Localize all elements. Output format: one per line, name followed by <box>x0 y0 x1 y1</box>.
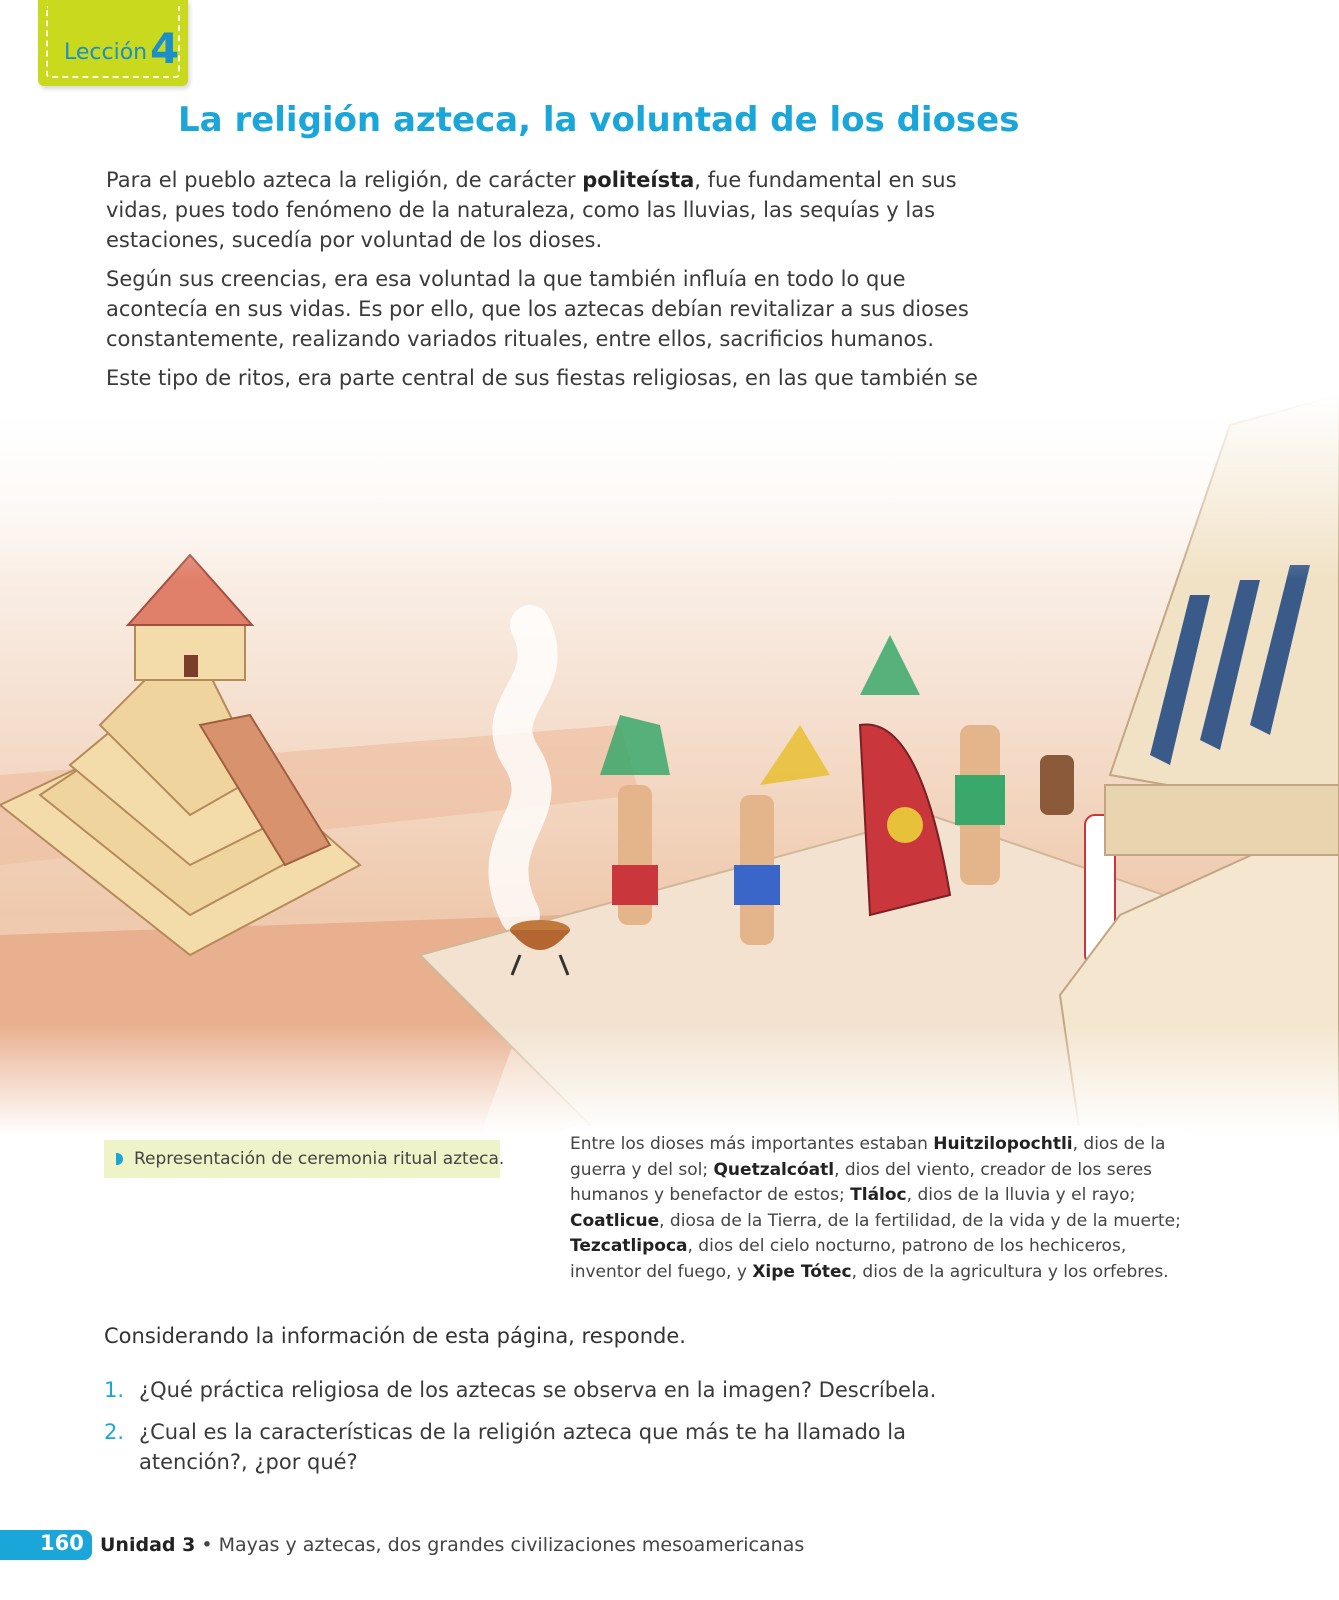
caption-marker-icon <box>116 1153 123 1165</box>
gods-info-box: Entre los dioses más importantes estaban Huitzilopochtli, dios de la guerra y del sol; Quetzalcóatl, dios del viento, creador de los seres humanos y benefactor de estos; Tláloc, dios de la lluvia y el rayo; Coatlicue, diosa de la Tierra, de la fertilidad, de la vida y de la muerte; Tezcatlipoca, dios del cielo nocturno, patrono de los hechiceros, inventor del fuego, y Xipe Tótec, dios de la agricultura y los orfebres. <box>556 1126 1196 1291</box>
god-quetzalcoatl: Quetzalcóatl <box>713 1159 835 1180</box>
lesson-tab <box>38 0 188 86</box>
question-text: ¿Qué práctica religiosa de los aztecas se observa en la imagen? Descríbela. <box>139 1378 937 1402</box>
god-xipe-totec: Xipe Tótec <box>752 1261 852 1282</box>
lesson-label: Lección <box>64 40 148 65</box>
question-number: 1. <box>104 1378 125 1402</box>
lesson-number: 4 <box>150 24 180 73</box>
page-number: 160 <box>40 1531 84 1555</box>
question-number: 2. <box>104 1420 125 1444</box>
footer-unit-title: Unidad 3 • Mayas y aztecas, dos grandes civilizaciones mesoamericanas <box>100 1534 805 1556</box>
god-tezcatlipoca: Tezcatlipoca <box>570 1236 688 1256</box>
question-text: ¿Cual es la características de la religión azteca que más te ha llamado la atención?, ¿por qué? <box>139 1420 907 1474</box>
god-huitzilopochtli: Huitzilopochtli <box>933 1134 1073 1154</box>
term-politeista: politeísta <box>582 168 695 192</box>
image-caption <box>104 1140 505 1178</box>
page-title: La religión azteca, la voluntad de los dioses <box>178 100 1020 140</box>
god-coatlicue: Coatlicue <box>570 1210 660 1231</box>
unit-label: Unidad 3 <box>100 1534 196 1556</box>
paragraph-beliefs: Según sus creencias, era esa voluntad la que también influía en todo lo que acontecía en sus vidas. Es por ello, que los aztecas debían revitalizar a sus dioses constantemente, realizando variados rituales, entre ellos, sacrificios humanos. <box>106 267 969 351</box>
caption-text: Representación de ceremonia ritual azteca. <box>134 1149 505 1169</box>
activity-prompt: Considerando la información de esta página, responde. <box>104 1324 686 1348</box>
god-tlaloc: Tláloc <box>850 1185 907 1205</box>
paragraph-rituals: Este tipo de ritos, era parte central de sus fiestas religiosas, en las que también se <box>106 366 978 390</box>
paragraph-intro: Para el pueblo azteca la religión, de carácter politeísta, fue fundamental en sus vidas, pues todo fenómeno de la naturaleza, como las lluvias, las sequías y las estaciones, sucedía por voluntad de los dioses. <box>106 168 957 252</box>
unit-subtitle: Mayas y aztecas, dos grandes civilizaciones mesoamericanas <box>218 1534 805 1556</box>
ritual-ceremony-illustration <box>0 395 1339 1135</box>
